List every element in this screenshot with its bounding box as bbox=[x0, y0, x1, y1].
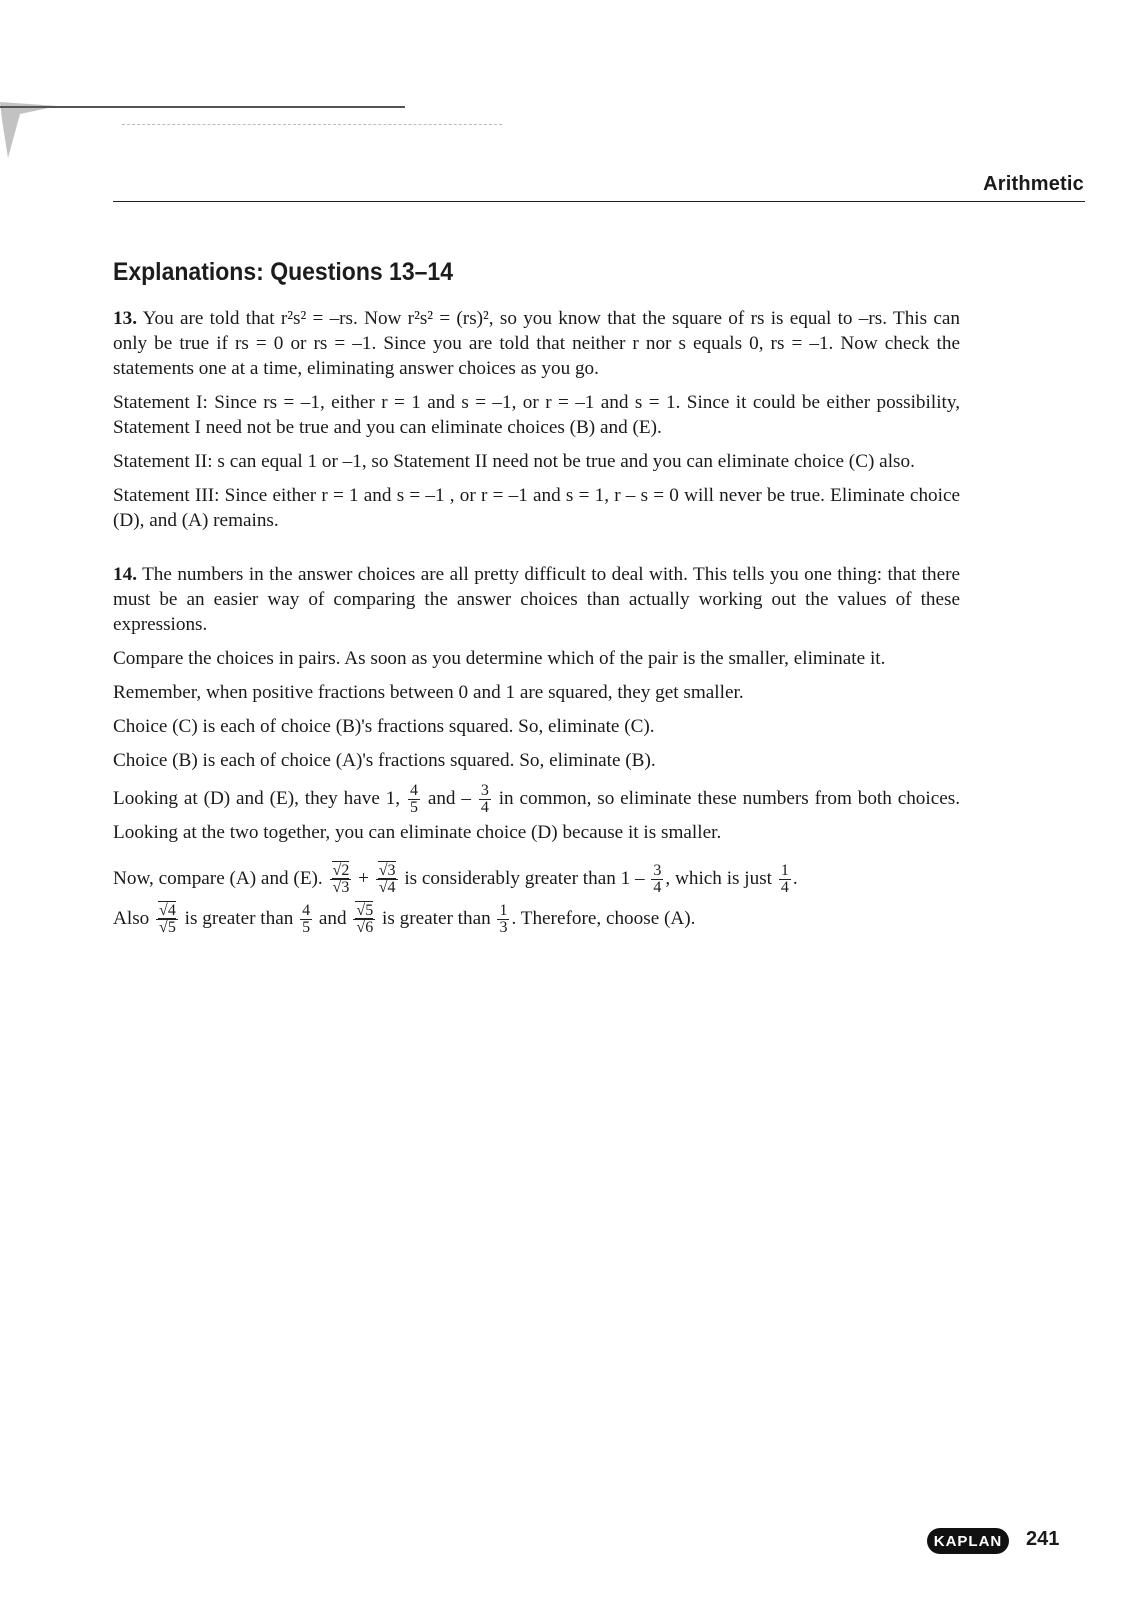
denominator: √3 bbox=[332, 879, 350, 897]
text-fragment: , which is just bbox=[665, 868, 773, 890]
numerator: 3 bbox=[480, 782, 489, 800]
denominator: 3 bbox=[499, 919, 508, 937]
fraction bbox=[408, 783, 420, 816]
radical-fraction bbox=[330, 863, 352, 896]
page-number: 241 bbox=[1026, 1528, 1060, 1550]
q14-para-3: Remember, when positive fractions between 0 and 1 are squared, they get smaller. bbox=[113, 682, 744, 703]
text-fragment: is greater than bbox=[382, 908, 491, 930]
text-fragment: Also bbox=[113, 908, 150, 930]
top-dots bbox=[122, 124, 502, 125]
q14-para-5: Choice (B) is each of choice (A)'s fractions squared. So, eliminate (B). bbox=[113, 750, 656, 771]
q14-para-4: Choice (C) is each of choice (B)'s fractions squared. So, eliminate (C). bbox=[113, 716, 655, 737]
denominator: √5 bbox=[159, 919, 176, 937]
kaplan-logo: KAPLAN bbox=[927, 1528, 1009, 1554]
numerator: 1 bbox=[499, 902, 508, 920]
numerator: 4 bbox=[302, 902, 311, 920]
page-title: Explanations: Questions 13–14 bbox=[113, 258, 454, 286]
explanations-body bbox=[113, 306, 960, 948]
denominator: 4 bbox=[480, 799, 489, 817]
q13-number: 13. bbox=[113, 308, 137, 329]
denominator: 5 bbox=[409, 799, 418, 817]
fraction bbox=[300, 903, 312, 936]
numerator: √3 bbox=[378, 862, 396, 880]
q13-intro bbox=[113, 306, 960, 381]
text-fragment: and bbox=[318, 908, 347, 930]
text-fragment: in common, so eliminate these numbers from both choices. Looking at the two together, you can eliminate choice (D) because it is smaller. bbox=[113, 788, 961, 844]
numerator: √4 bbox=[159, 902, 176, 920]
numerator: 3 bbox=[653, 862, 662, 880]
section-header: Arithmetic bbox=[983, 173, 1084, 195]
denominator: √6 bbox=[356, 919, 374, 937]
denominator: 4 bbox=[780, 879, 789, 897]
fraction bbox=[479, 783, 491, 816]
denominator: √4 bbox=[378, 879, 396, 897]
q14-text: The numbers in the answer choices are all pretty difficult to deal with. This tells you one thing: that there must be an easier way of comparing the answer choices than actually working out the values of these expressions. bbox=[113, 564, 960, 635]
q14-para-6 bbox=[113, 782, 960, 850]
numerator: √2 bbox=[332, 862, 350, 880]
q14-para-7: Now, compare (A) and (E). $\frac{√2}{√3}$ + $\frac{√3}{√4}$ is considerably greater than 1 – $\frac{3}{4}$ , which is just $\frac{1}{4}$ . Also $\frac{√4}{√5}$ is greater than $\frac{4}{5}$ and $\frac{√5}{√6}$ is greater than $\frac{1}{3}$ . Therefore, choose (A). bbox=[113, 862, 798, 937]
q14-number: 14. bbox=[113, 564, 137, 585]
q13-statement-3: Statement III: Since either r = 1 and s = –1 , or r = –1 and s = 1, r – s = 0 will never be true. Eliminate choice (D), and (A) remains. bbox=[113, 485, 960, 531]
radical-fraction bbox=[156, 903, 178, 936]
fraction bbox=[497, 903, 509, 936]
scan-artifact bbox=[0, 100, 60, 160]
numerator: 4 bbox=[409, 782, 418, 800]
plus-sign: + bbox=[358, 868, 369, 890]
radical-fraction bbox=[353, 903, 375, 936]
radical-fraction bbox=[376, 863, 398, 896]
spacer bbox=[113, 542, 960, 562]
q14-para-2: Compare the choices in pairs. As soon as you determine which of the pair is the smaller, eliminate it. bbox=[113, 648, 886, 669]
top-rule bbox=[0, 106, 405, 108]
text-fragment: is considerably greater than 1 – bbox=[404, 868, 645, 890]
text-fragment: and – bbox=[427, 788, 471, 809]
fraction bbox=[651, 863, 663, 896]
denominator: 5 bbox=[302, 919, 311, 937]
text-fragment: is greater than bbox=[184, 908, 294, 930]
text-fragment: Now, compare (A) and (E). bbox=[113, 868, 323, 890]
numerator: √5 bbox=[356, 902, 374, 920]
q13-statement-1: Statement I: Since rs = –1, either r = 1 and s = –1, or r = –1 and s = 1. Since it could be either possibility, Statement I need not be true and you can eliminate choices (B) and (E). bbox=[113, 392, 960, 438]
text-fragment: Looking at (D) and (E), they have 1, bbox=[113, 788, 401, 809]
fraction bbox=[779, 863, 791, 896]
numerator: 1 bbox=[780, 862, 789, 880]
header-rule bbox=[113, 201, 1085, 202]
q13-statement-2: Statement II: s can equal 1 or –1, so Statement II need not be true and you can eliminate choice (C) also. bbox=[113, 451, 915, 472]
denominator: 4 bbox=[653, 879, 662, 897]
text-fragment: . Therefore, choose (A). bbox=[511, 908, 696, 930]
q14-intro bbox=[113, 562, 960, 637]
q13-text: You are told that r²s² = –rs. Now r²s² = (rs)², so you know that the square of rs is equal to –rs. This can only be true if rs = 0 or rs = –1. Since you are told that neither r nor s equals 0, rs = –1. Now check the statements one at a time, eliminating answer choices as you go. bbox=[113, 308, 960, 379]
